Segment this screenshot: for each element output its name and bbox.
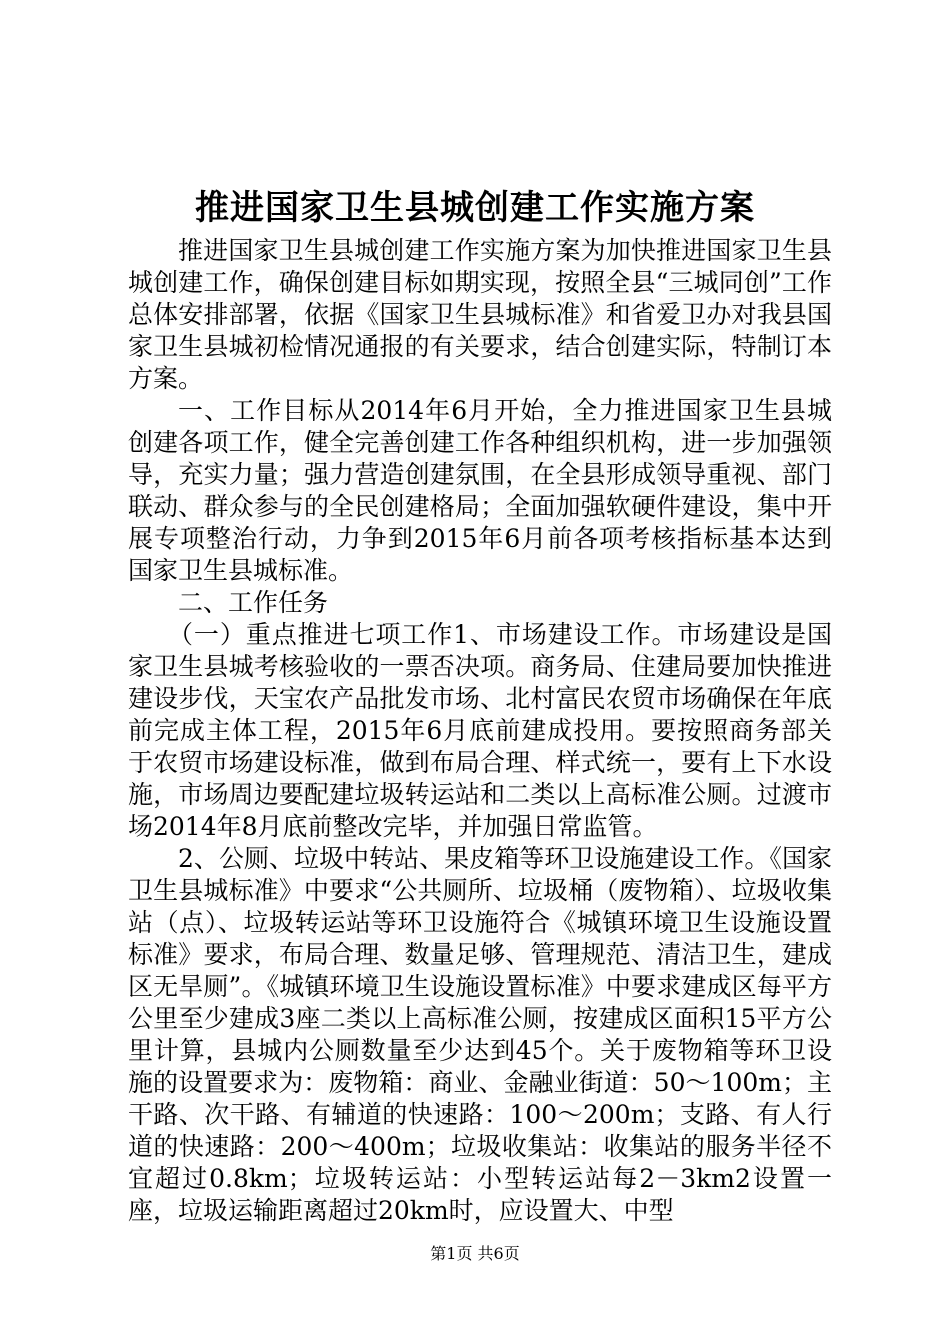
paragraph-sanitation-facilities: 2、公厕、垃圾中转站、果皮箱等环卫设施建设工作。《国家卫生县城标准》中要求“公共厕所、垃圾桶（废物箱）、垃圾收集站（点）、垃圾转运站等环卫设施符合《城镇环境卫生设施设置标准》要求，布局合理、数量足够、管理规范、清洁卫生，建成区无旱厕”。《城镇环境卫生设施设置标准》中要求建成区每平方公里至少建成3座二类以上高标准公厕，按建成区面积15平方公里计算，县城内公厕数量至少达到45个。关于废物箱等环卫设施的设置要求为：废物箱：商业、金融业街道：50～100m；主干路、次干路、有辅道的快速路：100～200m；支路、有人行道的快速路：200～400m；垃圾收集站：收集站的服务半径不宜超过0.8km；垃圾转运站：小型转运站每2－3km2设置一座，垃圾运输距离超过20km时，应设置大、中型: [128, 844, 832, 1225]
document-title: 推进国家卫生县城创建工作实施方案: [195, 188, 755, 228]
paragraph-intro: 推进国家卫生县城创建工作实施方案为加快推进国家卫生县城创建工作，确保创建目标如期实现，按照全县“三城同创”工作总体安排部署，依据《国家卫生县城标准》和省爱卫办对我县国家卫生县城初检情况通报的有关要求，结合创建实际，特制订本方案。: [128, 236, 832, 393]
paragraph-work-goal: 一、工作目标从2014年6月开始，全力推进国家卫生县城创建各项工作，健全完善创建工作各种组织机构，进一步加强领导，充实力量；强力营造创建氛围，在全县形成领导重视、部门联动、群众参与的全民创建格局；全面加强软硬件建设，集中开展专项整治行动，力争到2015年6月前各项考核指标基本达到国家卫生县城标准。: [128, 396, 832, 585]
paragraph-market-construction: （一）重点推进七项工作1、市场建设工作。市场建设是国家卫生县城考核验收的一票否决项。商务局、住建局要加快推进建设步伐，天宝农产品批发市场、北村富民农贸市场确保在年底前完成主体工程，2015年6月底前建成投用。要按照商务部关于农贸市场建设标准，做到布局合理、样式统一，要有上下水设施，市场周边要配建垃圾转运站和二类以上高标准公厕。过渡市场2014年8月底前整改完毕，并加强日常监管。: [128, 620, 832, 841]
page-footer: 第1页 共6页: [430, 1244, 520, 1263]
paragraph-work-tasks-heading: 二、工作任务: [178, 588, 329, 617]
document-body: [128, 235, 832, 1227]
